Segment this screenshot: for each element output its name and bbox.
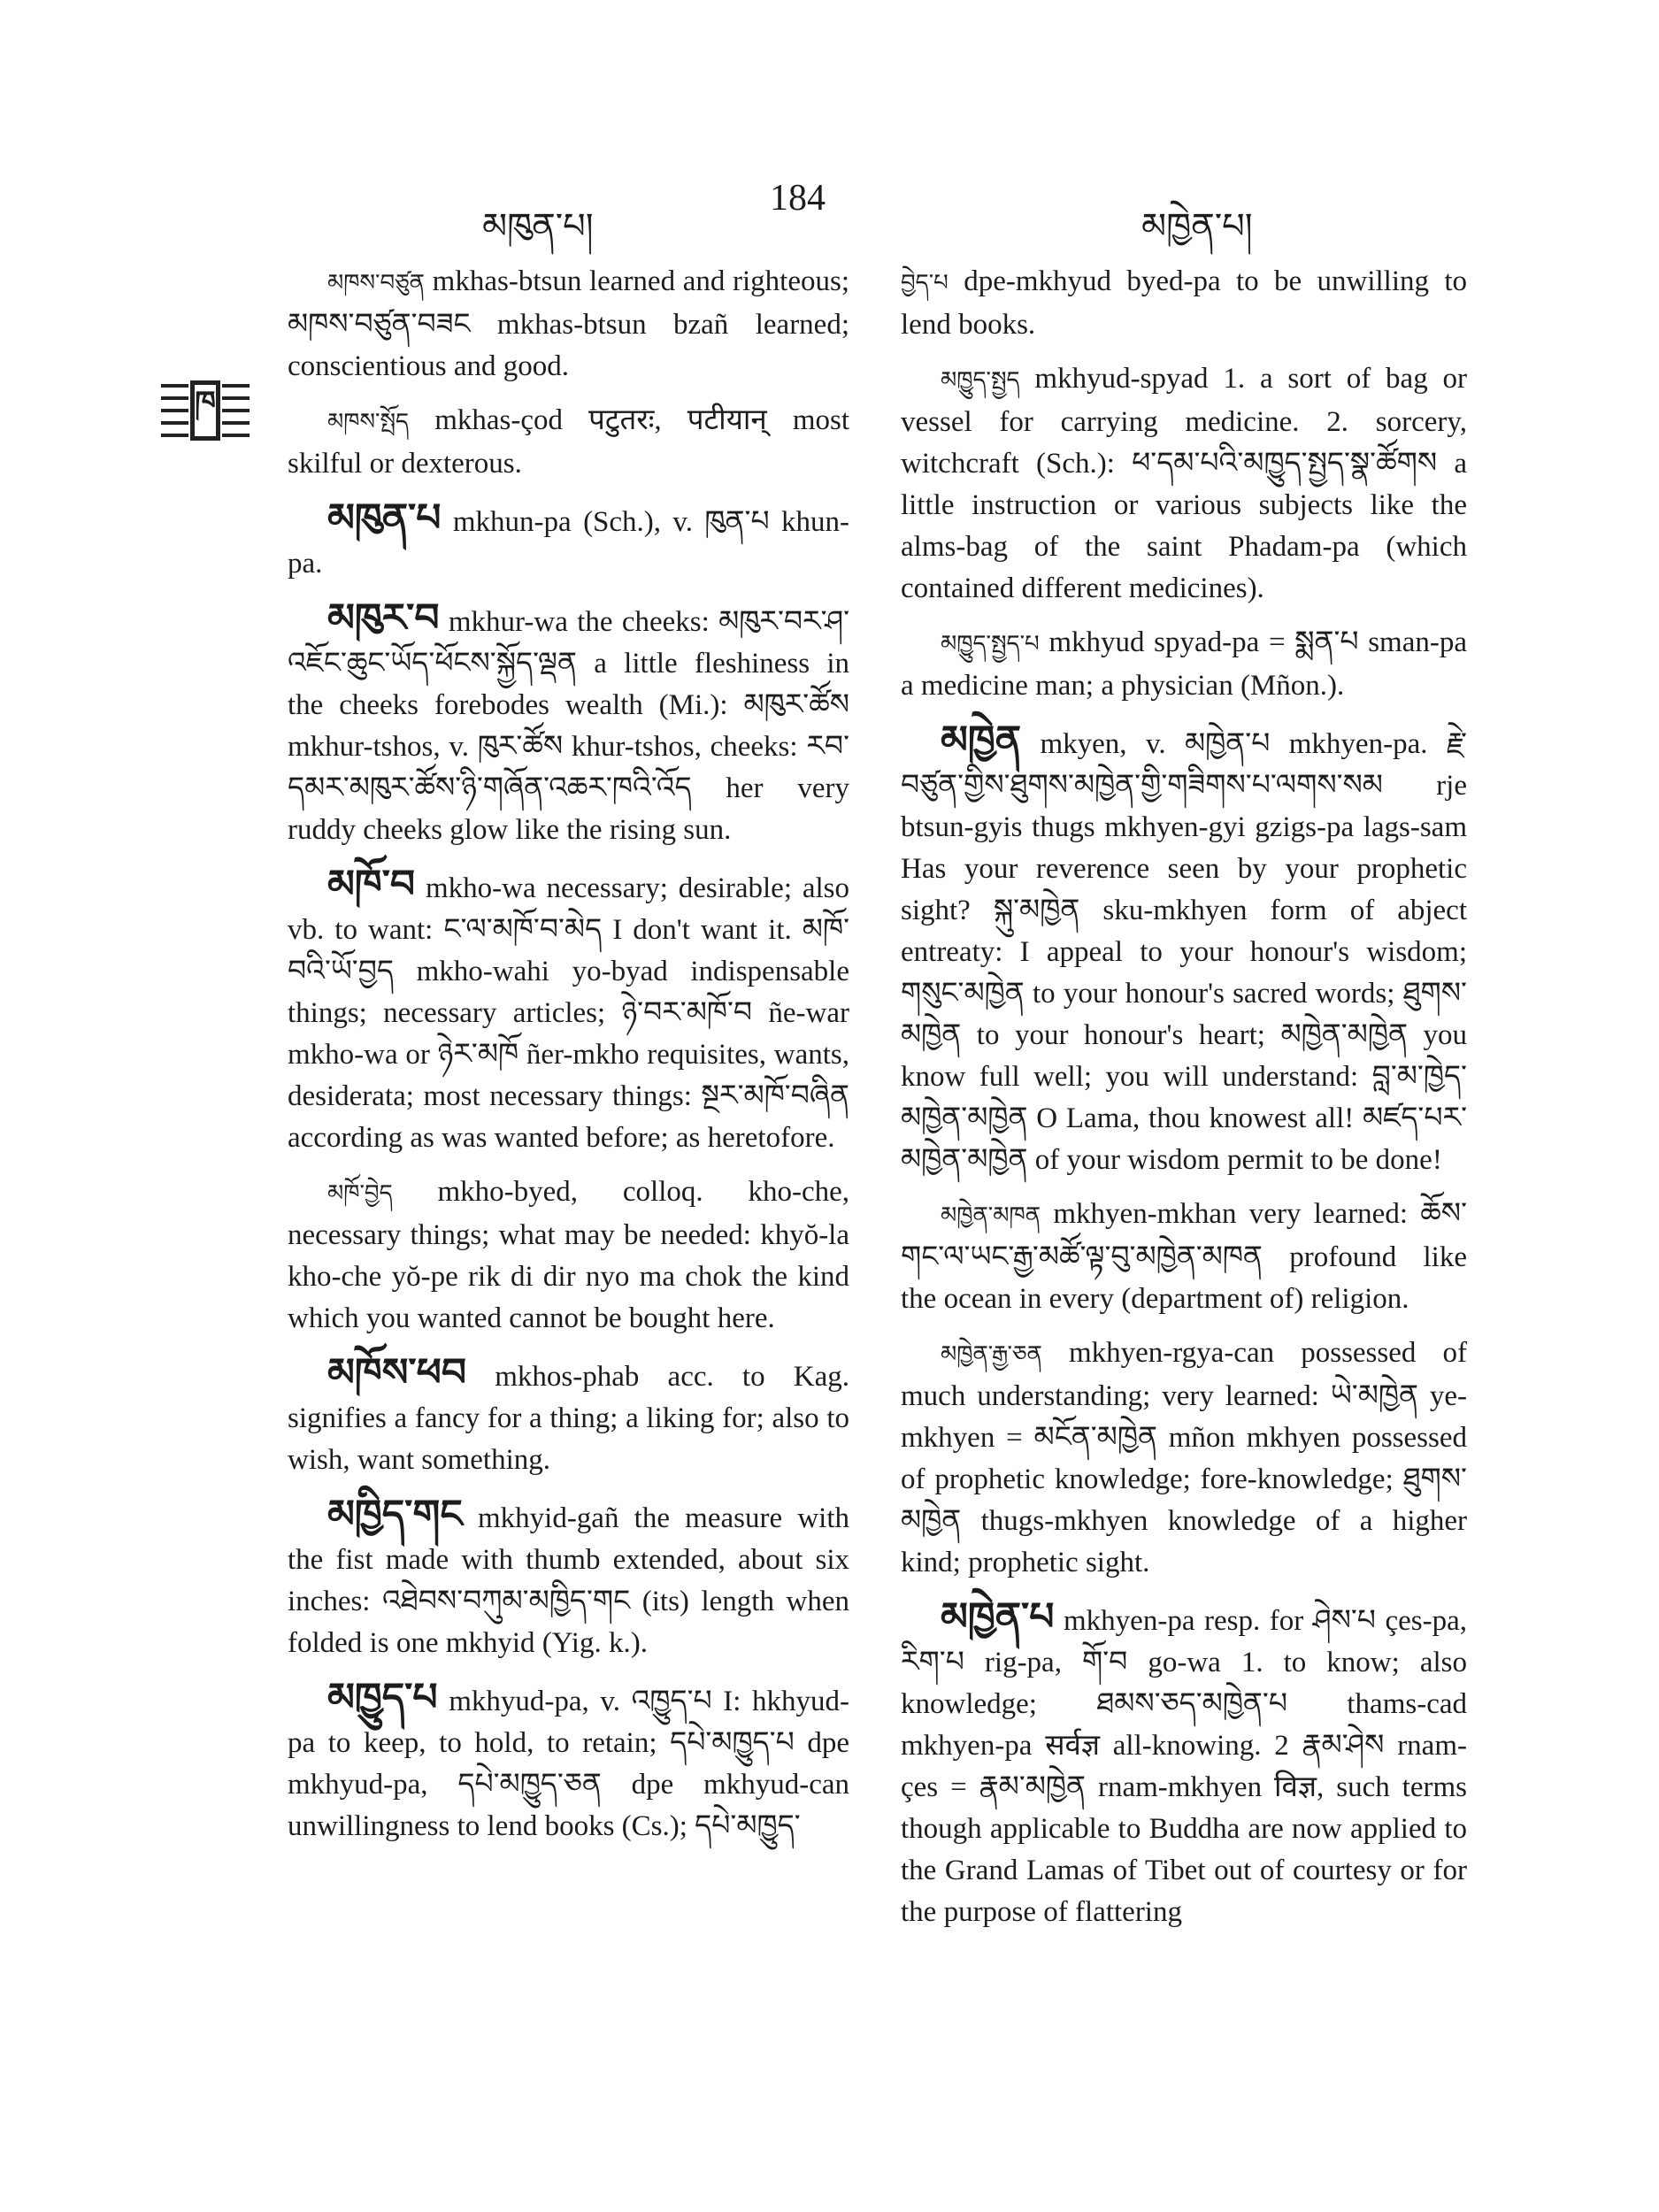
entry-text: mkhos-phab acc. to Kag. signifies a fancy for a thing; a liking for; also to wish, want something. [288,1361,849,1476]
entry-text: mkho-wa necessary; desirable; also vb. to want: ང་ལ་མཁོ་བ་མེད I don't want it. མཁོ་བའི་ཡོ་བྱད mkho-wahi yo-byad indispensable things; necessary articles; ཉེ་བར་མཁོ་བ ñe-war mkho-wa or ཉེར་མཁོ ñer-mkho requisites, wants, desiderata; most necessary things: སྔར་མཁོ་བཞིན according as was wanted before; as heretofore. [288,872,849,1154]
dictionary-entry [901,1194,1467,1320]
dictionary-entry [288,1494,849,1664]
left-guide-word: མཁུན་པ། [482,206,594,247]
entry-headword: མཁུར་བ [327,595,440,641]
entry-text: mkhyud-pa, v. འཁྱུད་པ I: hkhyud-pa to keep, to hold, to retain; དཔེ་མཁྱུད་པ dpe mkhyud-pa, དཔེ་མཁྱུད་ཅན dpe mkhyud-can unwillingness to lend books (Cs.); དཔེ་མཁྱུད་ [288,1686,850,1842]
dictionary-entry [288,1352,849,1481]
dictionary-entry [901,719,1467,1181]
dictionary-entry [288,597,849,851]
entry-headword: མཁྱེན་པ [941,1594,1055,1640]
entry-headword: མཁྱེན [941,718,1022,763]
dictionary-entry [288,497,849,585]
entry-tibetan: མཁྱེན་མཁན [941,1202,1041,1229]
dictionary-entry [901,622,1467,707]
entry-tibetan: མཁྱུད་སྤྱད [941,367,1020,394]
entry-text: dpe-mkhyud byed-pa to be unwilling to lend books. [901,265,1467,341]
entry-headword: མཁོས་ཕབ [327,1350,467,1395]
entry-headword: མཁྱུད་པ [327,1675,438,1720]
running-header [0,177,1659,247]
entry-headword: མཁོ་བ [327,862,416,907]
entry-tibetan: མཁྱུད་སྤྱད་པ [941,631,1040,657]
entry-headword: མཁྱིད་གང [327,1492,463,1537]
entry-text: mkhur-wa the cheeks: མཁུར་བར་ཤ་འཇོང་ཆུང་ཡོད་ཕོངས་སྐྱོད་ལྡན a little fleshiness in the cheeks forebodes wealth (Mi.): མཁུར་ཚོས mkhur-tshos, v. ཁུར་ཚོས khur-tshos, cheeks: རབ་དམར་མཁུར་ཚོས་ཉི་གཞོན་འཆར་ཁའི་འོད her very ruddy cheeks glow like the rising sun. [288,606,850,846]
margin-letter: ཁ [190,380,220,441]
dictionary-entry [901,358,1467,610]
dictionary-entry [288,261,849,388]
dictionary-entry [288,1677,849,1847]
entry-text: mkhyen-rgya-can possessed of much understanding; very learned: ཡེ་མཁྱེན ye-mkhyen = མངོན་མཁྱེན mñon mkhyen possessed of prophetic knowledge; fore-knowledge; ཐུགས་མཁྱེན thugs-mkhyen knowledge of a higher kind; prophetic sight. [901,1337,1468,1578]
entry-text: mkyen, v. མཁྱེན་པ mkhyen-pa. རྗེ་བཙུན་གྱིས་ཐུགས་མཁྱེན་གྱི་གཟིགས་པ་ལགས་སམ rje btsun-gyis thugs mkhyen-gyi gzigs-pa lags-sam Has your reverence seen by your prophetic sight? སྐུ་མཁྱེན sku-mkhyen form of abject entreaty: I appeal to your honour's wisdom; གསུང་མཁྱེན to your honour's sacred words; ཐུགས་མཁྱེན to your honour's heart; མཁྱེན་མཁྱེན you know full well; you will understand: བླ་མ་ཁྱེད་མཁྱེན་མཁྱེན O Lama, thou knowest all! མཛད་པར་མཁྱེན་མཁྱེན of your wisdom permit to be done! [901,728,1467,1176]
entry-tibetan: བྱེད་པ [901,270,949,296]
dictionary-entry [288,1171,849,1340]
dictionary-entry [288,400,849,485]
entry-text: mkho-byed, colloq. kho-che, necessary things; what may be needed: khyŏ-la kho-che yŏ-pe rik di dir nyo ma chok the kind which you wanted cannot be bought here. [288,1176,849,1334]
entry-tibetan: མཁས་བཙུན [327,270,426,296]
dictionary-entry [901,1333,1467,1584]
tibetan-letter-block-icon [161,380,250,441]
dictionary-entry [901,1596,1467,1933]
entry-text: mkhun-pa (Sch.), v. ཁུན་པ khun-pa. [288,506,849,580]
page-number: 184 [770,178,826,219]
entry-tibetan: མཁྱེན་རྒྱ་ཅན [941,1341,1042,1368]
entry-text: mkhas-çod पटुतरः, पटीयान् most skilful or dexterous. [288,404,850,480]
right-column [901,261,1467,1946]
dictionary-entry-continuation [901,261,1467,346]
entry-tibetan: མཁས་སྤོད [327,409,410,435]
entry-text: mkhyud spyad-pa = སྨན་པ sman-pa a medicine man; a physician (Mñon.). [901,626,1468,702]
entry-text: mkhyid-gañ the measure with the fist made with thumb extended, about six inches: འཐེབས་བཀུམ་མཁྱིད་གང (its) length when folded is one mkhyid (Yig. k.). [288,1502,849,1659]
entry-text: mkhyud-spyad 1. a sort of bag or vessel for carrying medicine. 2. sorcery, witchcraft (Sch.): ཕ་དམ་པའི་མཁྱུད་སྤྱད་སྣ་ཚོགས a little instruction or various subjects like the alms-bag of the saint Phadam-pa (which contained different medicines). [901,363,1468,604]
entry-text: mkhyen-pa resp. for ཤེས་པ çes-pa, རིག་པ rig-pa, གོ་བ go-wa 1. to know; also knowledge; ཐམས་ཅད་མཁྱེན་པ thams-cad mkhyen-pa सर्वज्ञ all-knowing. 2 རྣམ་ཤེས rnam-çes = རྣམ་མཁྱེན rnam-mkhyen विज्ञ, such terms though applicable to Buddha are now applied to the Grand Lamas of Tibet out of courtesy or for the purpose of flattering [901,1605,1467,1928]
left-column [288,261,849,1860]
entry-headword: མཁུན་པ [327,495,442,541]
entry-text: mkhyen-mkhan very learned: ཆོས་གང་ལ་ཡང་རྒྱ་མཚོ་ལྟ་བུ་མཁྱེན་མཁན profound like the ocean in every (department of) religion. [901,1198,1468,1315]
right-guide-word: མཁྱེན་པ། [1141,206,1253,247]
entry-tibetan: མཁོ་བྱེད [327,1180,393,1207]
entry-text: mkhas-btsun learned and righteous; མཁས་བཙུན་བཟང mkhas-btsun bzañ learned; conscientious and good. [288,265,850,382]
dictionary-entry [288,864,849,1159]
